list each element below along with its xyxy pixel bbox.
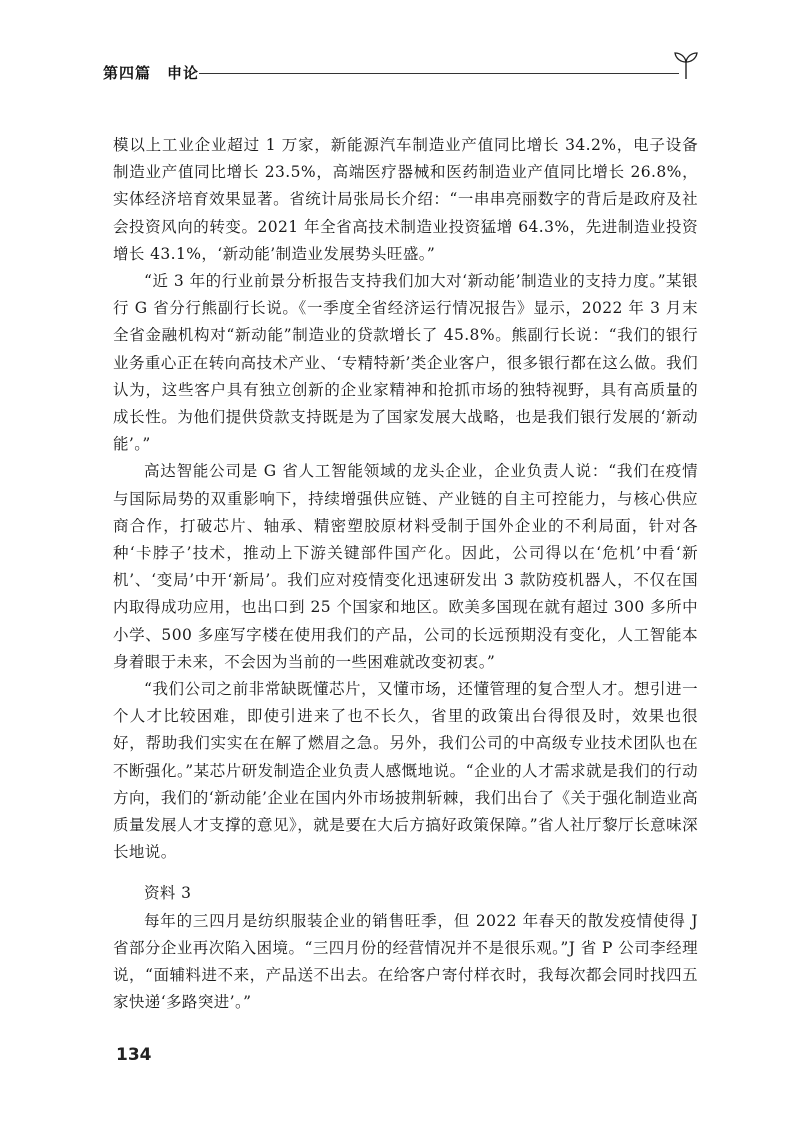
header-rule bbox=[199, 73, 679, 74]
header-title: 第四篇 申论 bbox=[103, 64, 200, 82]
paragraph: 高达智能公司是 G 省人工智能领域的龙头企业，企业负责人说：“我们在疫情与国际局势的双重影响下，持续增强供应链、产业链的自主可控能力，与核心供应商合作，打破芯片、轴承、精密塑胶原材料受制于国外企业的不利局面，针对各种‘卡脖子’技术，推动上下游关键部件国产化。因此，公司得以在‘危机’中看‘新机’、‘变局’中开‘新局’。我们应对疫情变化迅速研发出 3 款防疫机器人，不仅在国内取得成功应用，也出口到 25 个国家和地区。欧美多国现在就有超过 300 多所中小学、500 多座写字楼在使用我们的产品，公司的长远预期没有变化，人工智能本身着眼于未来，不会因为当前的一些困难就改变初衷。” bbox=[113, 462, 698, 671]
sprout-icon bbox=[673, 50, 699, 80]
paragraph: 每年的三四月是纺织服装企业的销售旺季，但 2022 年春天的散发疫情使得 J 省部分企业再次陷入困境。“三四月份的经营情况并不是很乐观。”J 省 P 公司李经理说，“面辅料进不来，产品送不出去。在给客户寄付样衣时，我每次都会同时找四五家快递‘多路突进’。” bbox=[113, 911, 698, 1012]
paragraph: “我们公司之前非常缺既懂芯片，又懂市场，还懂管理的复合型人才。想引进一个人才比较困难，即使引进来了也不长久，省里的政策出台得很及时，效果也很好，帮助我们实实在在解了燃眉之急。另外，我们公司的中高级专业技术团队也在不断强化。”某芯片研发制造企业负责人感慨地说。“企业的人才需求就是我们的行动方向，我们的‘新动能’企业在国内外市场披荆斩棘，我们出台了《关于强化制造业高质量发展人才支撑的意见》，就是要在大后方搞好政策保障。”省人社厅黎厅长意味深长地说。 bbox=[113, 680, 698, 862]
paragraph: “近 3 年的行业前景分析报告支持我们加大对‘新动能’制造业的支持力度。”某银行 G 省分行熊副行长说。《一季度全省经济运行情况报告》显示，2022 年 3 月末全省金融机构对“新动能”制造业的贷款增长了 45.8%。熊副行长说：“我们的银行业务重心正在转向高技术产业、‘专精特新’类企业客户，很多银行都在这么做。我们认为，这些客户具有独立创新的企业家精神和抢抓市场的独特视野，具有高质量的成长性。为他们提供贷款支持既是为了国家发展大战略，也是我们银行发展的‘新动能’。” bbox=[113, 272, 698, 454]
section-heading: 资料 3 bbox=[144, 884, 192, 903]
paragraph: 模以上工业企业超过 1 万家，新能源汽车制造业产值同比增长 34.2%，电子设备制造业产值同比增长 23.5%，高端医疗器械和医药制造业产值同比增长 26.8%，实体经济培育效果显著。省统计局张局长介绍：“一串串亮丽数字的背后是政府及社会投资风向的转变。2021 年全省高技术制造业投资猛增 64.3%，先进制造业投资增长 43.1%，‘新动能’制造业发展势头旺盛。” bbox=[113, 136, 698, 263]
page-header bbox=[103, 58, 690, 88]
article-body bbox=[113, 132, 698, 1017]
page-number: 134 bbox=[116, 1045, 152, 1065]
